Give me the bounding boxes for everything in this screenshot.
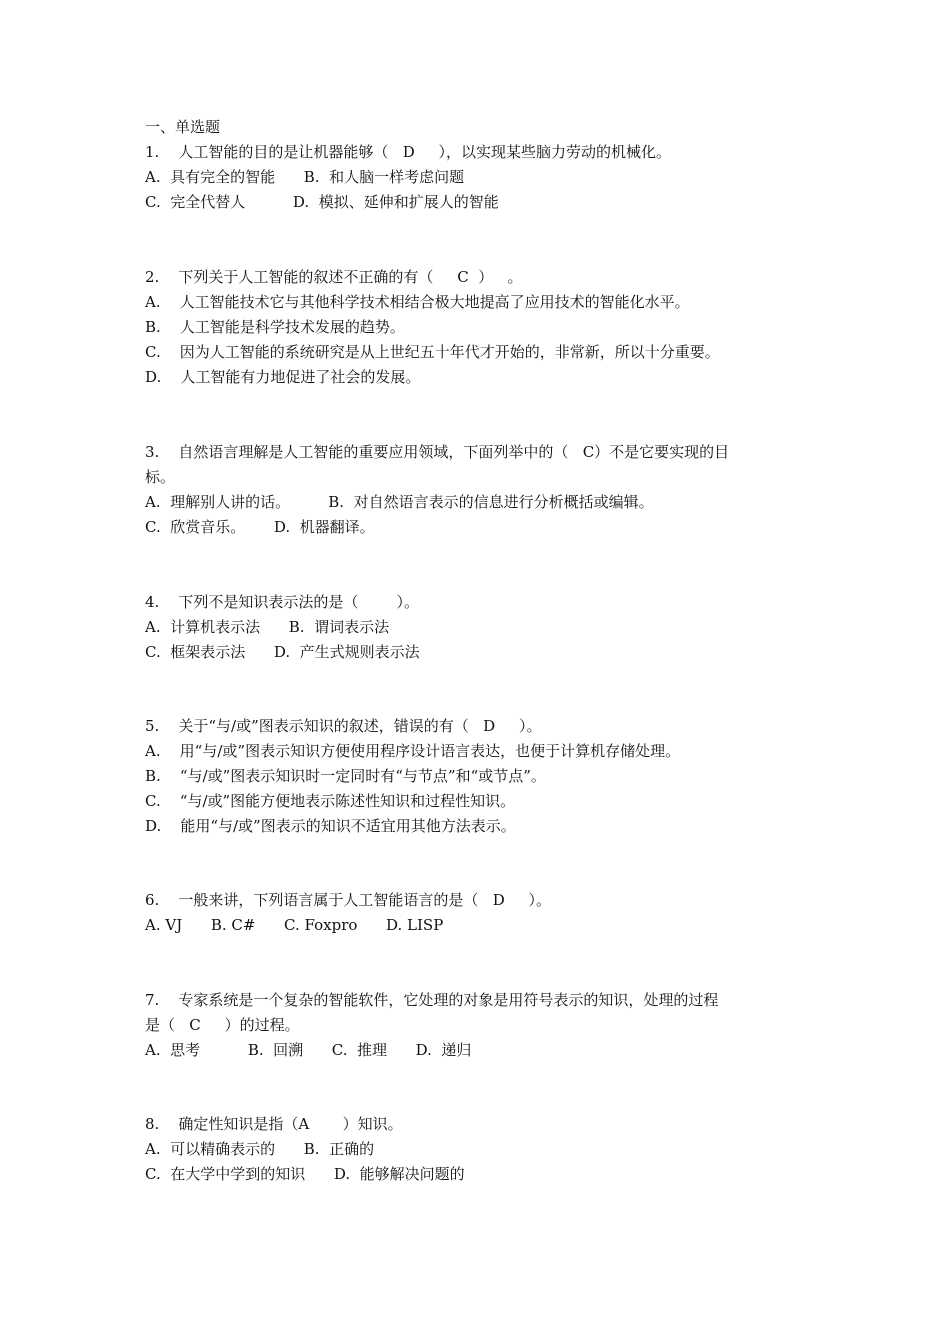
question-8-options-cd: C. 在大学中学到的知识 D. 能够解决问题的 [145,1165,465,1183]
question-2-option-a: A. 人工智能技术它与其他科学技术相结合极大地提高了应用技术的智能化水平。 [145,293,690,311]
question-7-stem-cont: 是（ C ）的过程。 [145,1016,300,1034]
question-5-option-a: A. 用“与/或”图表示知识方便使用程序设计语言表达，也便于计算机存储处理。 [145,742,681,760]
question-3-stem: 3. 自然语言理解是人工智能的重要应用领域，下面列举中的（ C）不是它要实现的目 [145,443,730,461]
question-7-stem: 7. 专家系统是一个复杂的智能软件，它处理的对象是用符号表示的知识，处理的过程 [145,991,719,1009]
question-1-stem: 1. 人工智能的目的是让机器能够（ D ），以实现某些脑力劳动的机械化。 [145,143,672,161]
question-5-option-c: C. “与/或”图能方便地表示陈述性知识和过程性知识。 [145,792,516,810]
question-3-stem-cont: 标。 [145,468,176,486]
question-4-stem: 4. 下列不是知识表示法的是（ ）。 [145,593,420,611]
question-1-options-cd: C. 完全代替人 D. 模拟、延伸和扩展人的智能 [145,193,499,211]
question-2-stem: 2. 下列关于人工智能的叙述不正确的有（ C ） 。 [145,268,523,286]
question-5-stem: 5. 关于“与/或”图表示知识的叙述，错误的有（ D ）。 [145,717,542,735]
question-4-options-ab: A. 计算机表示法 B. 谓词表示法 [145,618,390,636]
question-8-options-ab: A. 可以精确表示的 B. 正确的 [145,1140,375,1158]
question-6-options: A. VJ B. C# C. Foxpro D. LISP [145,916,444,934]
question-1-options-ab: A. 具有完全的智能 B. 和人脑一样考虑问题 [145,168,465,186]
question-3-options-cd: C. 欣赏音乐。 D. 机器翻译。 [145,518,375,536]
question-5-option-d: D. 能用“与/或”图表示的知识不适宜用其他方法表示。 [145,817,516,835]
question-2-option-c: C. 因为人工智能的系统研究是从上世纪五十年代才开始的，非常新，所以十分重要。 [145,343,720,361]
question-2-option-b: B. 人工智能是科学技术发展的趋势。 [145,318,405,336]
question-3-options-ab: A. 理解别人讲的话。 B. 对自然语言表示的信息进行分析概括或编辑。 [145,493,654,511]
section-title: 一、单选题 [145,118,221,136]
question-7-options: A. 思考 B. 回溯 C. 推理 D. 递归 [145,1041,472,1059]
question-5-option-b: B. “与/或”图表示知识时一定同时有“与节点”和“或节点”。 [145,767,546,785]
question-6-stem: 6. 一般来讲，下列语言属于人工智能语言的是（ D ）。 [145,891,552,909]
question-2-option-d: D. 人工智能有力地促进了社会的发展。 [145,368,421,386]
question-4-options-cd: C. 框架表示法 D. 产生式规则表示法 [145,643,420,661]
question-8-stem: 8. 确定性知识是指（A ）知识。 [145,1115,403,1133]
